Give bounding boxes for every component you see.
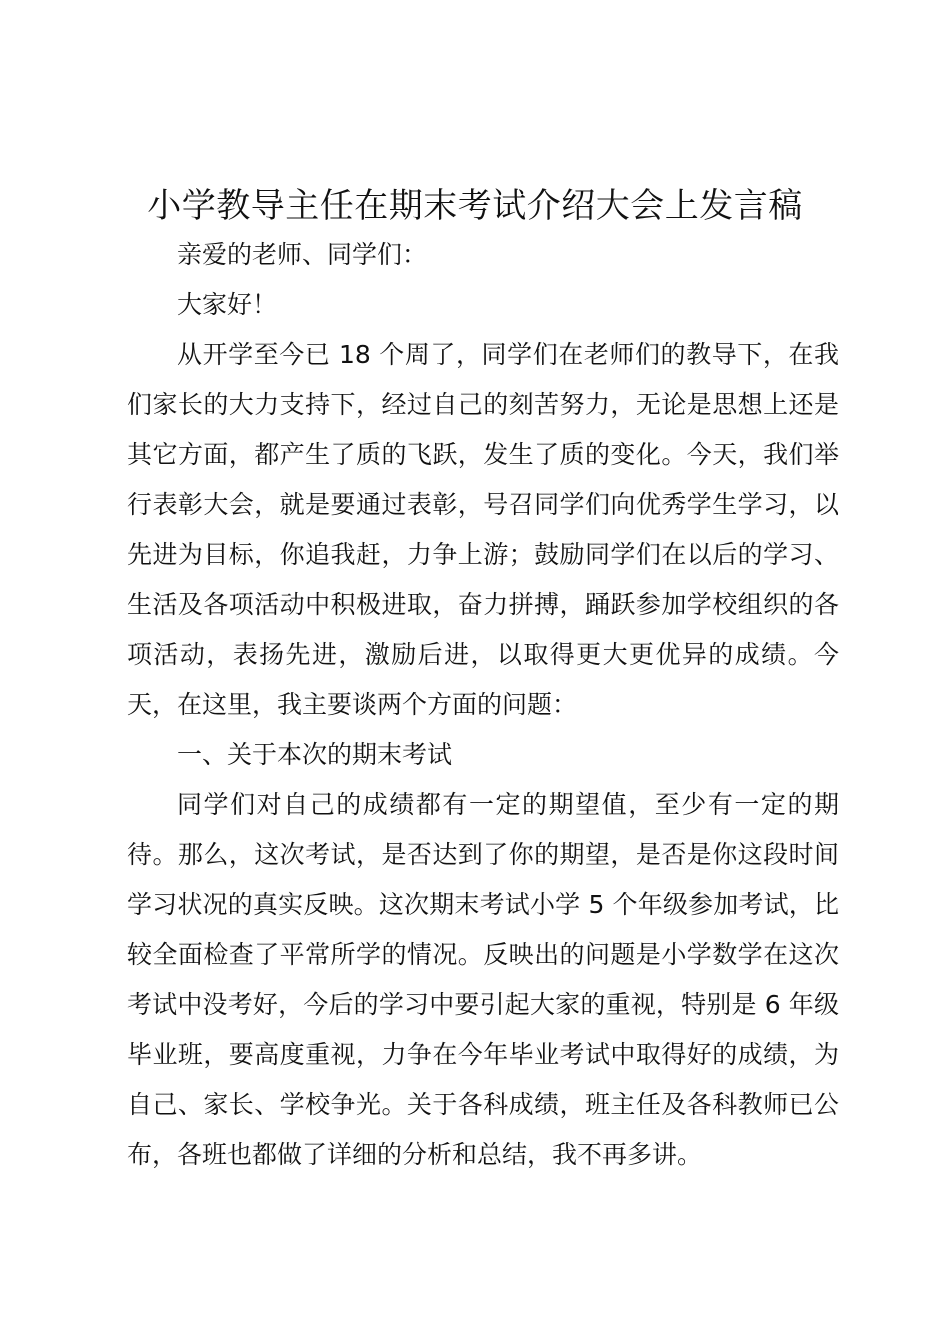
document-body	[127, 230, 839, 1180]
paragraph-exam: 同学们对自己的成绩都有一定的期望值，至少有一定的期待。那么，这次考试，是否达到了你的期望，是否是你这段时间学习状况的真实反映。这次期末考试小学 5 个年级参加考试，比较全面检查了平常所学的情况。反映出的问题是小学数学在这次考试中没考好，今后的学习中要引起大家的重视，特别是 6 年级毕业班，要高度重视，力争在今年毕业考试中取得好的成绩，为自己、家长、学校争光。关于各科成绩，班主任及各科教师已公布，各班也都做了详细的分析和总结，我不再多讲。	[127, 790, 839, 1169]
greeting: 大家好！	[177, 290, 278, 319]
salutation: 亲爱的老师、同学们：	[177, 240, 428, 269]
document-title: 小学教导主任在期末考试介绍大会上发言稿	[147, 186, 803, 226]
section-heading-1: 一、关于本次的期末考试	[177, 740, 453, 769]
paragraph-intro: 从开学至今已 18 个周了，同学们在老师们的教导下，在我们家长的大力支持下，经过自己的刻苦努力，无论是思想上还是其它方面，都产生了质的飞跃，发生了质的变化。今天，我们举行表彰大会，就是要通过表彰，号召同学们向优秀学生学习，以先进为目标，你追我赶，力争上游；鼓励同学们在以后的学习、生活及各项活动中积极进取，奋力拼搏，踊跃参加学校组织的各项活动，表扬先进，激励后进，以取得更大更优异的成绩。今天，在这里，我主要谈两个方面的问题：	[127, 340, 839, 719]
